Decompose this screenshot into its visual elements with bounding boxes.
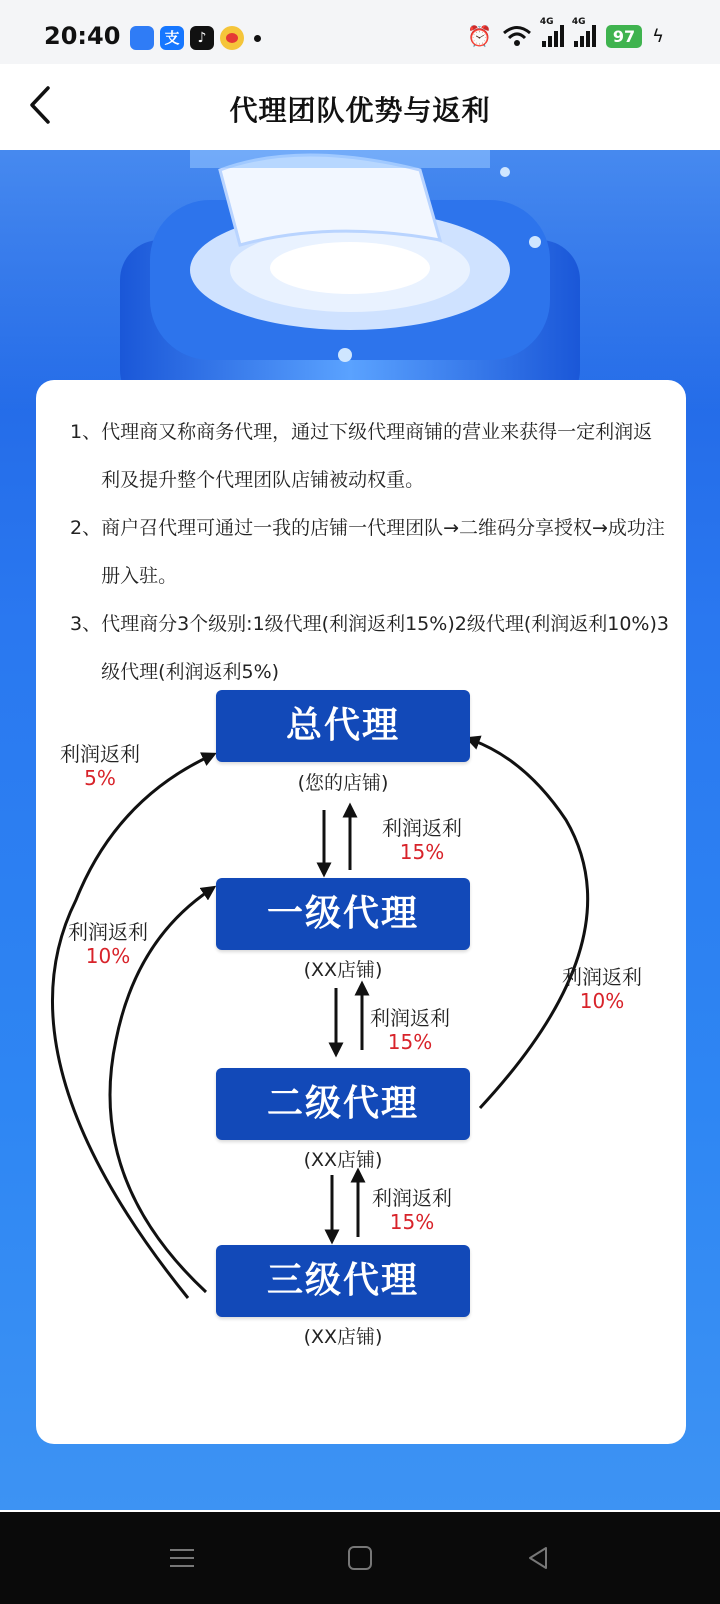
system-nav-bar xyxy=(0,1512,720,1604)
rule-text: 代理商又称商务代理，通过下级代理商铺的营业来获得一定利润返利及提升整个代理团队店铺被动权重。 xyxy=(101,421,653,491)
label-rebate-outer-left: 利润返利 5% xyxy=(60,742,140,790)
status-time: 20:40 xyxy=(44,22,121,50)
status-right xyxy=(466,17,664,48)
page-header xyxy=(0,64,720,150)
hero-illustration xyxy=(0,150,720,410)
charging-icon: ϟ xyxy=(652,25,664,47)
rule-text: 商户召代理可通过一我的店铺一代理团队→二维码分享授权→成功注册入驻。 xyxy=(101,517,665,587)
back-triangle-icon xyxy=(530,1548,546,1568)
back-nav-button[interactable] xyxy=(518,1538,558,1578)
info-card xyxy=(36,380,686,1444)
home-button[interactable] xyxy=(340,1538,380,1578)
node-level2-agent-sub: (XX店铺) xyxy=(303,1149,383,1171)
menu-button[interactable] xyxy=(162,1538,202,1578)
label-rebate-inner-left: 利润返利 10% xyxy=(68,920,148,968)
tiktok-icon: ♪ xyxy=(190,26,214,50)
curve-arrow-level2-to-head xyxy=(472,740,588,1108)
curve-arrow-level3-to-head xyxy=(52,756,210,1298)
wifi-icon xyxy=(502,25,532,47)
hero-banner xyxy=(0,150,720,1510)
rule-number: 1、 xyxy=(70,421,102,443)
weibo-icon xyxy=(220,26,244,50)
node-level3-agent: 三级代理 xyxy=(216,1245,470,1317)
battery-level: 97 xyxy=(606,25,642,48)
agent-hierarchy-diagram xyxy=(36,380,686,1444)
label-rebate-l3: 利润返利 15% xyxy=(372,1186,452,1234)
rule-number: 2、 xyxy=(70,517,102,539)
node-head-agent: 总代理 xyxy=(216,690,470,762)
node-level2-agent: 二级代理 xyxy=(216,1068,470,1140)
label-rebate-l1: 利润返利 15% xyxy=(382,816,462,864)
node-level3-agent-sub: (XX店铺) xyxy=(303,1326,383,1348)
more-notifications-dot xyxy=(254,35,261,42)
notification-icons xyxy=(130,26,261,50)
node-level1-agent: 一级代理 xyxy=(216,878,470,950)
alarm-icon: ⏰ xyxy=(466,24,492,48)
alipay-icon: 支 xyxy=(160,26,184,50)
page-title: 代理团队优势与返利 xyxy=(229,94,491,127)
signal-4g-icon: 4G xyxy=(542,25,564,47)
label-rebate-right: 利润返利 10% xyxy=(562,965,642,1013)
blue-app-icon xyxy=(130,26,154,50)
label-rebate-l2: 利润返利 15% xyxy=(370,1006,450,1054)
node-level1-agent-sub: (XX店铺) xyxy=(303,959,383,981)
status-bar xyxy=(0,0,720,64)
home-icon xyxy=(349,1547,371,1569)
menu-icon xyxy=(170,1550,194,1566)
node-head-agent-sub: (您的店铺) xyxy=(297,772,389,794)
rule-text: 代理商分3个级别:1级代理(利润返利15%)2级代理(利润返利10%)3级代理(利润返利5%) xyxy=(101,613,669,683)
signal-4g-icon-2: 4G xyxy=(574,25,596,47)
rule-number: 3、 xyxy=(70,613,102,635)
